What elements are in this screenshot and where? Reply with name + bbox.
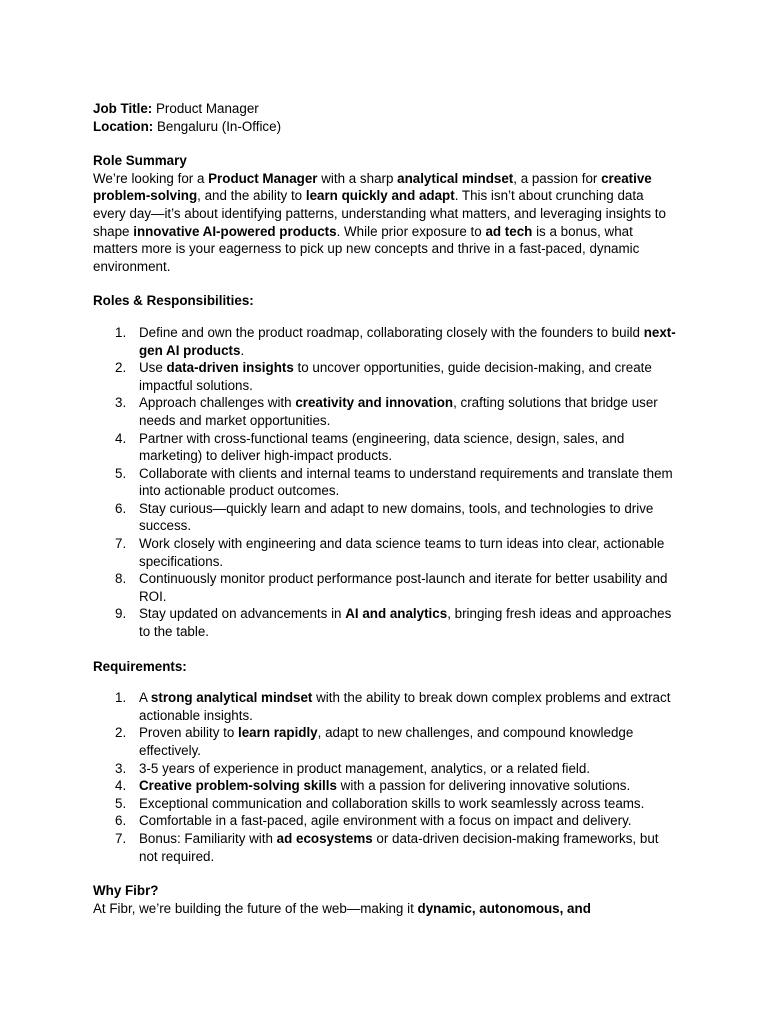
list-item — [93, 500, 678, 535]
text-run: , bringing fresh ideas and approaches to the table. — [139, 606, 672, 640]
why-fibr-heading: Why Fibr? — [93, 883, 159, 899]
list-item — [93, 430, 678, 465]
text-run: Use — [139, 360, 167, 376]
bold-text: creative problem-solving — [93, 170, 652, 204]
list-number: 3. — [115, 395, 127, 411]
list-item — [93, 812, 678, 830]
list-number: 1. — [115, 324, 127, 340]
text-run: Stay updated on advancements in — [139, 606, 346, 622]
list-number: 5. — [115, 795, 127, 811]
requirements-heading: Requirements: — [93, 658, 187, 674]
text-run: . — [240, 342, 245, 358]
list-item — [93, 535, 678, 570]
list-item — [93, 394, 678, 429]
bold-text: Product Manager — [208, 170, 318, 186]
bold-text: AI and analytics — [345, 606, 448, 622]
location-label: Location: — [93, 118, 154, 134]
list-number: 4. — [115, 430, 127, 446]
list-number: 5. — [115, 465, 127, 481]
bold-text: creativity and innovation — [295, 395, 454, 411]
job-title-label: Job Title: — [93, 101, 153, 116]
text-run: to uncover opportunities, guide decision-making, and create impactful solutions. — [139, 360, 652, 393]
list-number: 9. — [115, 606, 127, 622]
text-run: . This isn’t about crunching data every day—it’s about identifying patterns, understanding what matters, and leveraging insights to shape — [93, 188, 666, 239]
list-item — [93, 830, 678, 865]
text-run: with a sharp — [317, 170, 398, 186]
why-fibr-paragraph — [93, 900, 678, 918]
text-run: Work closely with engineering and data science teams to turn ideas into clear, actionable specifications. — [139, 536, 665, 569]
text-run: Partner with cross-functional teams (engineering, data science, design, sales, and marketing) to deliver high-impact products. — [139, 430, 625, 464]
list-number: 4. — [115, 778, 127, 794]
list-number: 6. — [115, 813, 127, 829]
text-run: Approach challenges with — [139, 395, 296, 411]
bold-text: next-gen AI products — [139, 324, 676, 358]
text-run: Bonus: Familiarity with — [139, 830, 277, 846]
requirements-list — [93, 689, 678, 865]
list-number: 2. — [115, 725, 127, 741]
list-number: 8. — [115, 571, 127, 587]
text-run: Collaborate with clients and internal teams to understand requirements and translate them into actionable product outcomes. — [139, 465, 673, 499]
bold-text: Creative problem-solving skills — [139, 778, 337, 794]
bold-text: strong analytical mindset — [150, 690, 313, 706]
list-item — [93, 689, 678, 724]
text-run: with a passion for delivering innovative solutions. — [336, 778, 631, 794]
role-summary-heading: Role Summary — [93, 153, 187, 169]
list-number: 7. — [115, 536, 127, 552]
list-item — [93, 465, 678, 500]
text-run: 3-5 years of experience in product management, analytics, or a related field. — [139, 760, 591, 776]
list-item — [93, 724, 678, 759]
text-run: , and the ability to — [197, 188, 306, 204]
location-value: Bengaluru (In-Office) — [153, 118, 282, 134]
document-page — [93, 100, 678, 917]
job-title-value: Product Manager — [152, 101, 259, 116]
job-title-line — [93, 100, 678, 118]
bold-text: data-driven insights — [166, 360, 294, 376]
responsibilities-list — [93, 324, 678, 641]
list-item — [93, 777, 678, 795]
text-run: , crafting solutions that bridge user needs and market opportunities. — [139, 395, 658, 428]
text-run: is a bonus, what matters more is your eagerness to pick up new concepts and thrive in a fast-paced, dynamic environment. — [93, 223, 640, 274]
text-run: , a passion for — [513, 170, 602, 186]
text-run: At Fibr, we’re building the future of the web—making it — [93, 900, 418, 916]
list-number: 6. — [115, 500, 127, 516]
text-run: We’re looking for a — [93, 170, 209, 186]
text-run: Comfortable in a fast-paced, agile environment with a focus on impact and delivery. — [139, 813, 632, 829]
bold-text: analytical mindset — [397, 170, 514, 186]
list-item — [93, 570, 678, 605]
bold-text: innovative AI-powered products — [133, 223, 337, 239]
list-item — [93, 605, 678, 640]
responsibilities-heading: Roles & Responsibilities: — [93, 293, 254, 309]
bold-text: ad tech — [485, 223, 533, 239]
text-run: . While prior exposure to — [336, 223, 486, 239]
text-run: A — [139, 690, 151, 706]
list-number: 3. — [115, 760, 127, 776]
text-run: Continuously monitor product performance post-launch and iterate for better usability and ROI. — [139, 571, 668, 604]
list-item — [93, 760, 678, 778]
bold-text: ad ecosystems — [276, 830, 373, 846]
list-item — [93, 324, 678, 359]
text-run: Define and own the product roadmap, collaborating closely with the founders to build — [139, 324, 644, 340]
text-run: , adapt to new challenges, and compound knowledge effectively. — [139, 725, 634, 758]
text-run: Stay curious—quickly learn and adapt to new domains, tools, and technologies to drive success. — [139, 500, 654, 534]
list-item — [93, 359, 678, 394]
list-number: 2. — [115, 360, 127, 376]
text-run: or data-driven decision-making frameworks, but not required. — [139, 830, 659, 864]
list-item — [93, 795, 678, 813]
role-summary-paragraph — [93, 170, 678, 276]
bold-text: learn quickly and adapt — [305, 188, 455, 204]
text-run: with the ability to break down complex problems and extract actionable insights. — [139, 690, 671, 723]
location-line — [93, 118, 678, 136]
list-number: 1. — [115, 690, 127, 706]
list-number: 7. — [115, 830, 127, 846]
bold-text: dynamic, autonomous, and — [417, 900, 591, 916]
bold-text: learn rapidly — [238, 725, 318, 741]
text-run: Proven ability to — [139, 725, 238, 741]
text-run: Exceptional communication and collaboration skills to work seamlessly across teams. — [139, 795, 645, 811]
